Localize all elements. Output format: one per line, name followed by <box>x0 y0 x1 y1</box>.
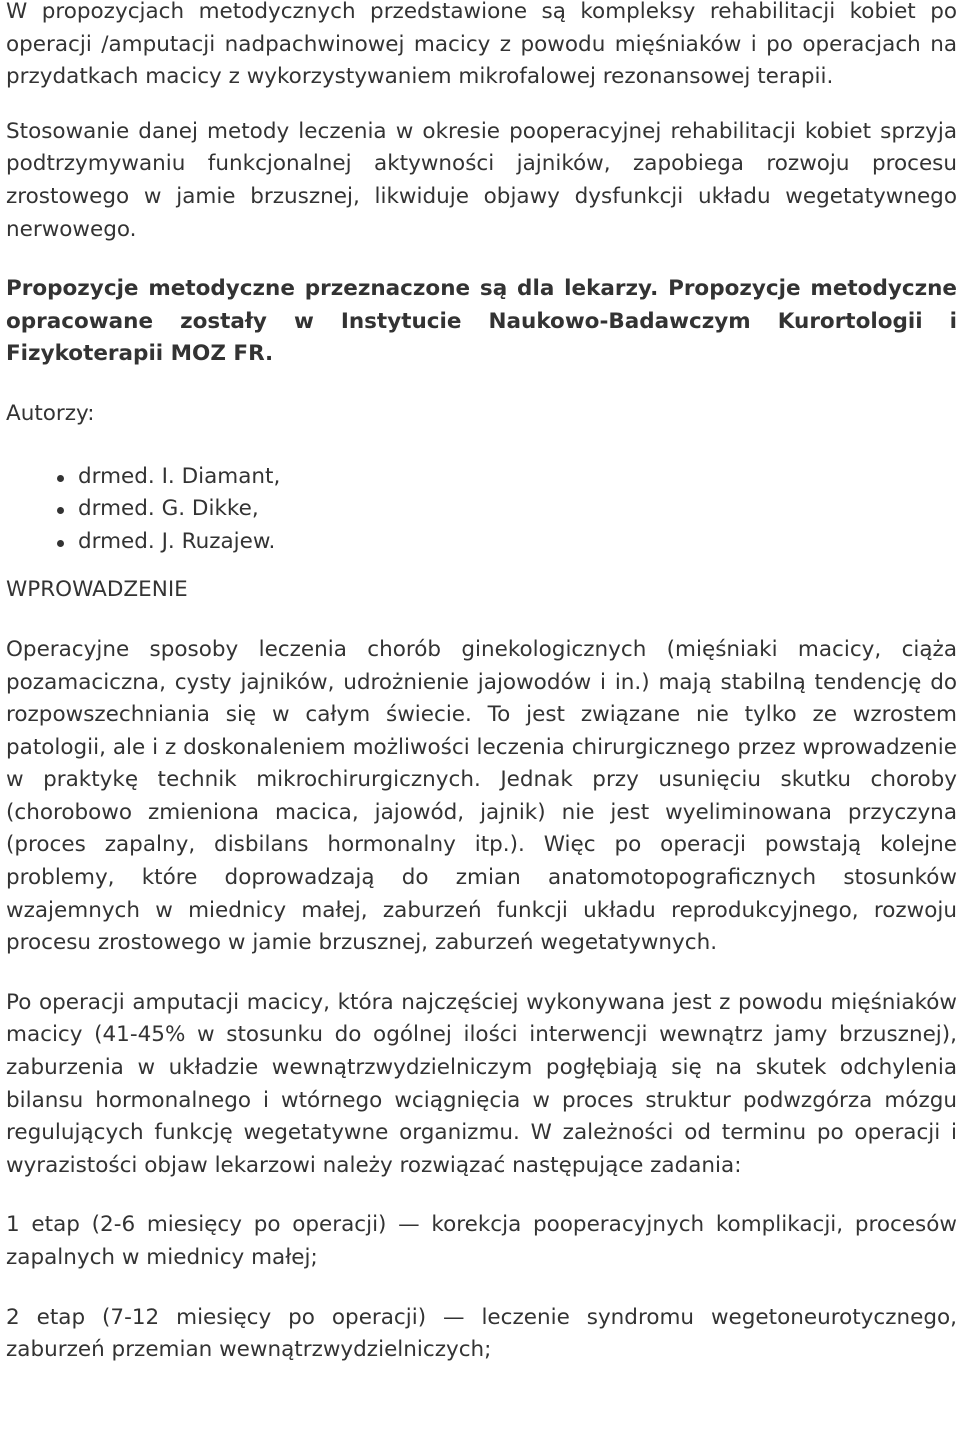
author-item: drmed. I. Diamant, <box>6 461 957 494</box>
authors-label: Autorzy: <box>6 400 95 426</box>
author-item: drmed. J. Ruzajew. <box>6 526 957 559</box>
amputation-paragraph: Po operacji amputacji macicy, która najczęściej wykonywana jest z powodu mięśniaków macicy (41-45% w stosunku do ogólnej ilości interwencji wewnątrz jamy brzusznej), zaburzenia w układzie wewnątrzwydzielniczym pogłębiają się na skutek odchylenia bilansu hormonalnego i wtórnego wciągnięcia w proces struktur podwzgórza mózgu regulujących funkcję wegetatywne organizmu. W zależności od terminu po operacji i wyrazistości objaw lekarzowi należy rozwiązać następujące zadania: <box>6 989 957 1178</box>
stage-2-paragraph: 2 etap (7-12 miesięcy po operacji) — leczenie syndromu wegetoneurotycznego, zaburzeń przemian wewnątrzwydzielniczych; <box>6 1304 957 1363</box>
section-heading: WPROWADZENIE <box>6 577 188 603</box>
author-item: drmed. G. Dikke, <box>6 493 957 526</box>
audience-note: Propozycje metodyczne przeznaczone są dla lekarzy. Propozycje metodyczne opracowane zostały w Instytucie Naukowo-Badawczym Kurortologii i Fizykoterapii MOZ FR. <box>6 276 957 367</box>
intro-paragraph: W propozycjach metodycznych przedstawione są kompleksy rehabilitacji kobiet po operacji /amputacji nadpachwinowej macicy z powodu mięśniaków i po operacjach na przydatkach macicy z wykorzystywaniem mikrofalowej rezonansowej terapii. <box>6 0 957 90</box>
stage-1-paragraph: 1 etap (2-6 miesięcy po operacji) — korekcja pooperacyjnych komplikacji, procesów zapalnych w miednicy małej; <box>6 1212 957 1270</box>
authors-list <box>6 461 957 559</box>
introduction-paragraph: Operacyjne sposoby leczenia chorób ginekologicznych (mięśniaki macicy, ciąża pozamaciczna, cysty jajników, udrożnienie jajowodów i in.) mają stabilną tendencję do rozpowszechniania się w całym świecie. To jest związane nie tylko ze wzrostem patologii, ale i z doskonaleniem możliwości leczenia chirurgicznego przez wprowadzenie w praktykę technik mikrochirurgicznych. Jednak przy usunięciu skutku choroby (chorobowo zmieniona macica, jajowód, jajnik) nie jest wyeliminowana przyczyna (proces zapalny, disbilans hormonalny itp.). Więc po operacji powstają kolejne problemy, które doprowadzają do zmian anatomotopograficznych stosunków wzajemnych w miednicy małej, zaburzeń funkcji układu reprodukcyjnego, rozwoju procesu zrostowego w jamie brzusznej, zaburzeń wegetatywnych. <box>6 636 957 956</box>
method-effects-paragraph: Stosowanie danej metody leczenia w okresie pooperacyjnej rehabilitacji kobiet sprzyja podtrzymywaniu funkcjonalnej aktywności jajników, zapobiega rozwoju procesu zrostowego w jamie brzusznej, likwiduje objawy dysfunkcji układu wegetatywnego nerwowego. <box>6 118 957 242</box>
